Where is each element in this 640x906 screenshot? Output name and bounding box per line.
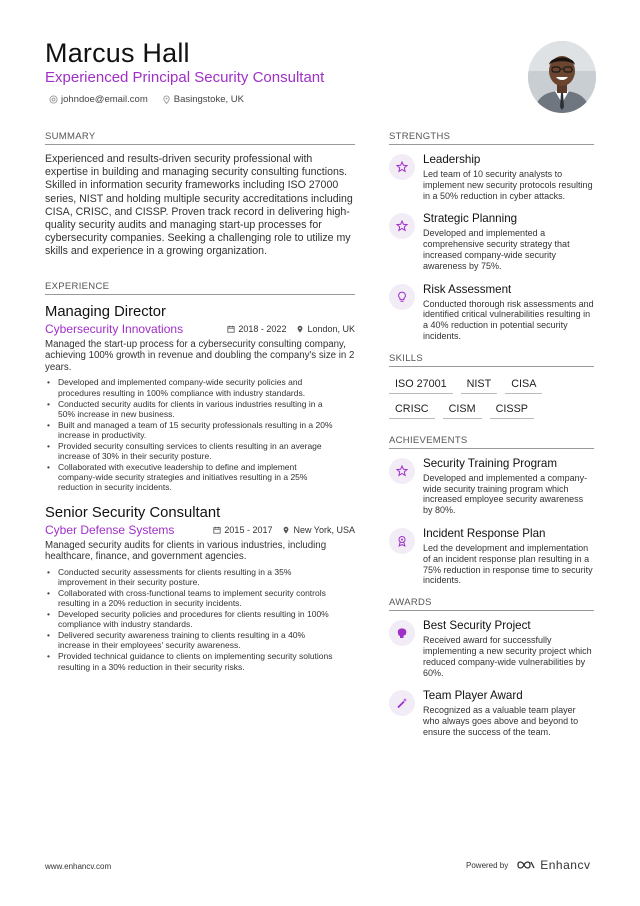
summary-text: Experienced and results-driven security professional with expertise in building and managing security consulting functions. Skilled in information security frameworks including ISO 27000 series, NIST and holding multiple security accreditations including CISA, CRISC, and CISSP. Proven track record in delivering high-quality security audits and managing start-up processes for cybersecurity companies. Seeking a challenging role to utilize my skills and experience in a growing organization. <box>45 153 353 258</box>
strengths-section-title: STRENGTHS <box>389 131 594 145</box>
summary-section-title: SUMMARY <box>45 131 355 145</box>
company-name: Cyber Defense Systems <box>45 522 175 537</box>
job-bullets <box>45 377 355 492</box>
job-location: London, UK <box>307 323 355 334</box>
calendar-icon <box>227 325 235 333</box>
award-desc: Recognized as a valuable team player who always goes above and beyond to ensure the success of the team. <box>423 705 579 737</box>
skill-tag: CISSP <box>490 400 534 419</box>
job-bullet: • Developed security policies and procedures for clients resulting in 100% compliance with industry standards. <box>45 609 355 630</box>
achievements-section-title: ACHIEVEMENTS <box>389 435 594 449</box>
at-icon <box>49 95 58 104</box>
job-description: Managed security audits for clients in various industries, including healthcare, finance, and government agencies. <box>45 539 327 563</box>
skill-tag: NIST <box>461 375 498 394</box>
job-meta <box>213 525 355 535</box>
job-entry <box>45 504 355 672</box>
awards-section-title: AWARDS <box>389 597 594 611</box>
star-icon <box>396 161 408 173</box>
award-item <box>389 619 594 678</box>
location-pin-icon <box>296 325 304 333</box>
profile-photo <box>528 41 596 113</box>
enhancv-logo-icon <box>516 859 536 871</box>
email-item[interactable] <box>49 94 148 105</box>
job-entry <box>45 303 355 493</box>
candidate-name: Marcus Hall <box>45 38 190 68</box>
strength-item <box>389 212 594 271</box>
contact-info <box>49 94 244 105</box>
strength-item <box>389 283 594 342</box>
strength-desc: Conducted thorough risk assessments and identified critical vulnerabilities resulting in a 40% reduction in potential security incidents. <box>423 298 594 341</box>
job-location: New York, USA <box>293 524 355 535</box>
brain-icon <box>396 627 408 639</box>
skill-tag: CISM <box>443 400 482 419</box>
job-dates: 2015 - 2017 <box>224 524 273 535</box>
star-icon <box>396 465 408 477</box>
left-column <box>45 131 355 683</box>
skills-section-title: SKILLS <box>389 353 594 367</box>
skill-tag: CISA <box>505 375 542 394</box>
right-column <box>389 131 594 749</box>
job-bullet: • Developed and implemented company-wide security policies and procedures resulting in 100% compliance with industry standards. <box>45 377 355 398</box>
calendar-icon <box>213 526 221 534</box>
lightbulb-icon <box>396 291 408 303</box>
footer-branding <box>466 858 590 872</box>
avatar-illustration <box>528 41 596 113</box>
skill-tag: ISO 27001 <box>389 375 453 394</box>
job-bullet: • Collaborated with executive leadership to define and implement company-wide security strategies and initiatives resulting in a 25% reduction in security incidents. <box>45 462 355 493</box>
achievement-desc: Developed and implemented a company-wide security training program which increased employee security awareness by 80%. <box>423 472 588 516</box>
skill-tag: CRISC <box>389 400 435 419</box>
job-bullet: • Collaborated with cross-functional teams to implement security controls resulting in a 20% reduction in security incidents. <box>45 588 355 609</box>
powered-by-label: Powered by <box>466 860 509 870</box>
strength-desc: Developed and implemented a comprehensive security strategy that increased company-wide security awareness by 75%. <box>423 228 570 271</box>
star-icon <box>396 220 408 232</box>
location-text: Basingstoke, UK <box>173 94 244 105</box>
job-bullets <box>45 567 355 672</box>
strength-title: Leadership <box>423 153 481 166</box>
job-bullet: • Provided security consulting services to clients resulting in an average increase of 30% in their security posture. <box>45 441 355 462</box>
experience-section-title: EXPERIENCE <box>45 281 355 295</box>
wand-icon <box>396 697 408 709</box>
job-dates: 2018 - 2022 <box>238 323 287 334</box>
award-title: Team Player Award <box>423 689 523 703</box>
job-description: Managed the start-up process for a cybersecurity consulting company, achieving 100% growth in revenue and doubling the company's size in 2 years. <box>45 338 355 373</box>
brand-logo[interactable] <box>516 858 590 872</box>
achievement-title: Security Training Program <box>423 456 558 470</box>
location-pin-icon <box>162 95 171 104</box>
location-item <box>162 94 244 105</box>
company-name: Cybersecurity Innovations <box>45 321 184 336</box>
strength-desc: Led team of 10 security analysts to implement new security protocols resulting in a 50% reduction in cyber attacks. <box>423 169 593 201</box>
job-meta <box>227 324 355 334</box>
award-desc: Received award for successfully implementing a new security project which reduced company-wide vulnerabilities by 60%. <box>423 635 592 678</box>
job-bullet: • Conducted security audits for clients in various industries resulting in a 50% increase in new business. <box>45 399 355 420</box>
footer-website-link[interactable]: www.enhancv.com <box>45 862 112 871</box>
skills-list <box>389 375 594 419</box>
award-item <box>389 689 594 737</box>
strength-title: Risk Assessment <box>423 282 512 296</box>
location-pin-icon <box>282 526 290 534</box>
job-bullet: • Built and managed a team of 15 security professionals resulting in a 20% increase in productivity. <box>45 420 355 441</box>
job-bullet: • Conducted security assessments for clients resulting in a 35% improvement in their security posture. <box>45 567 355 588</box>
strength-item <box>389 153 594 201</box>
candidate-headline: Experienced Principal Security Consultant <box>45 69 325 86</box>
strength-title: Strategic Planning <box>423 212 518 226</box>
job-bullet: • Provided technical guidance to clients on implementing security solutions resulting in a 30% reduction in their security risks. <box>45 651 355 672</box>
job-bullet: • Delivered security awareness training to clients resulting in a 40% increase in their employees' security awareness. <box>45 630 355 651</box>
achievement-item <box>389 457 594 516</box>
email-text: johndoe@email.com <box>61 94 148 105</box>
job-title: Senior Security Consultant <box>45 504 221 521</box>
achievement-desc: Led the development and implementation of an incident response plan resulting in a 75% reduction in response time to security incidents. <box>423 542 593 586</box>
job-title: Managing Director <box>45 303 166 320</box>
brand-name: Enhancv <box>540 858 591 872</box>
achievement-title: Incident Response Plan <box>423 526 546 540</box>
medal-icon <box>396 535 408 547</box>
award-title: Best Security Project <box>423 619 531 633</box>
achievement-item <box>389 527 594 586</box>
